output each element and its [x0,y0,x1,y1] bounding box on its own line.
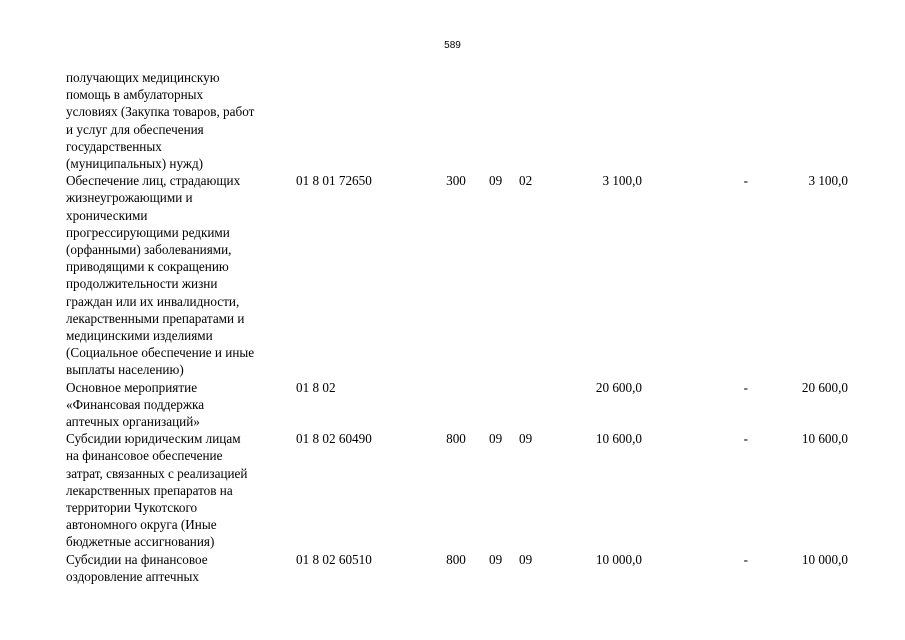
row-name-line: (орфанными) заболеваниями, [66,242,232,258]
row-expense-type: 800 [446,551,466,567]
row-name [66,551,288,585]
row-change: - [743,431,748,447]
row-subsection [516,379,556,431]
row-name-line: государственных [66,138,162,154]
row-name-line: затрат, связанных с реализацией [66,465,248,481]
row-name [66,379,288,431]
row-total: 3 100,0 [808,173,848,189]
row-expense-type [426,379,486,431]
row-name-line: помощь в амбулаторных [66,87,204,103]
row-section: 09 [489,173,503,189]
table-row [66,379,866,431]
row-name [66,69,288,172]
row-name-line: «Финансовая поддержка [66,396,205,412]
row-section [486,69,516,172]
row-name-line: оздоровление аптечных [66,568,199,584]
row-name-line: Субсидии юридическим лицам [66,431,241,447]
row-name [66,430,288,550]
row-sum: 10 000,0 [595,551,642,567]
row-expense-type: 300 [446,173,466,189]
table-row [66,172,866,378]
row-expense-type [426,69,486,172]
row-name-line: граждан или их инвалидности, [66,293,240,309]
row-change: - [743,551,748,567]
row-name-line: условиях (Закупка товаров, работ [66,104,255,120]
row-name-line: выплаты населению) [66,362,184,378]
row-total: 20 600,0 [801,379,848,395]
row-code [288,69,426,172]
row-code: 01 8 01 72650 [296,173,372,189]
row-name-line: приводящими к сокращению [66,259,229,275]
row-name-line: аптечных организаций» [66,414,200,430]
row-sum: 20 600,0 [595,379,642,395]
row-section [486,379,516,431]
row-expense-type: 800 [446,431,466,447]
row-code: 01 8 02 [296,379,336,395]
row-section: 09 [489,551,503,567]
row-subsection: 02 [519,173,533,189]
row-name-line: бюджетные ассигнования) [66,534,215,550]
row-name-line: территории Чукотского [66,500,198,516]
row-name-line: лекарственных препаратов на [66,482,233,498]
row-code: 01 8 02 60490 [296,431,372,447]
row-total: 10 000,0 [801,551,848,567]
row-name-line: автономного округа (Иные [66,517,217,533]
row-name-line: получающих медицинскую [66,70,220,85]
budget-table [66,69,866,585]
row-name-line: на финансовое обеспечение [66,448,223,464]
row-name-line: хроническими [66,207,148,223]
row-subsection [516,69,556,172]
row-name-line: медицинскими изделиями [66,328,213,344]
row-total: 10 600,0 [801,431,848,447]
table-row [66,551,866,585]
row-name-line: продолжительности жизни [66,276,218,292]
row-name-line: Обеспечение лиц, страдающих [66,173,241,189]
row-sum [556,69,642,172]
row-section: 09 [489,431,503,447]
row-change [642,69,752,172]
row-change: - [743,173,748,189]
row-name-line: Субсидии на финансовое [66,551,208,567]
row-name-line: (муниципальных) нужд) [66,156,204,172]
row-change: - [743,379,748,395]
row-name [66,172,288,378]
row-name-line: и услуг для обеспечения [66,121,204,137]
row-name-line: прогрессирующими редкими [66,224,230,240]
row-subsection: 09 [519,551,533,567]
row-name-line: жизнеугрожающими и [66,190,193,206]
row-sum: 3 100,0 [602,173,642,189]
row-name-line: (Социальное обеспечение и иные [66,345,255,361]
table-row [66,69,866,172]
row-code: 01 8 02 60510 [296,551,372,567]
row-name-line: лекарственными препаратами и [66,310,245,326]
row-name-line: Основное мероприятие [66,379,198,395]
row-sum: 10 600,0 [595,431,642,447]
row-subsection: 09 [519,431,533,447]
row-total [752,69,848,172]
page-number: 589 [444,40,461,51]
table-row [66,430,866,550]
